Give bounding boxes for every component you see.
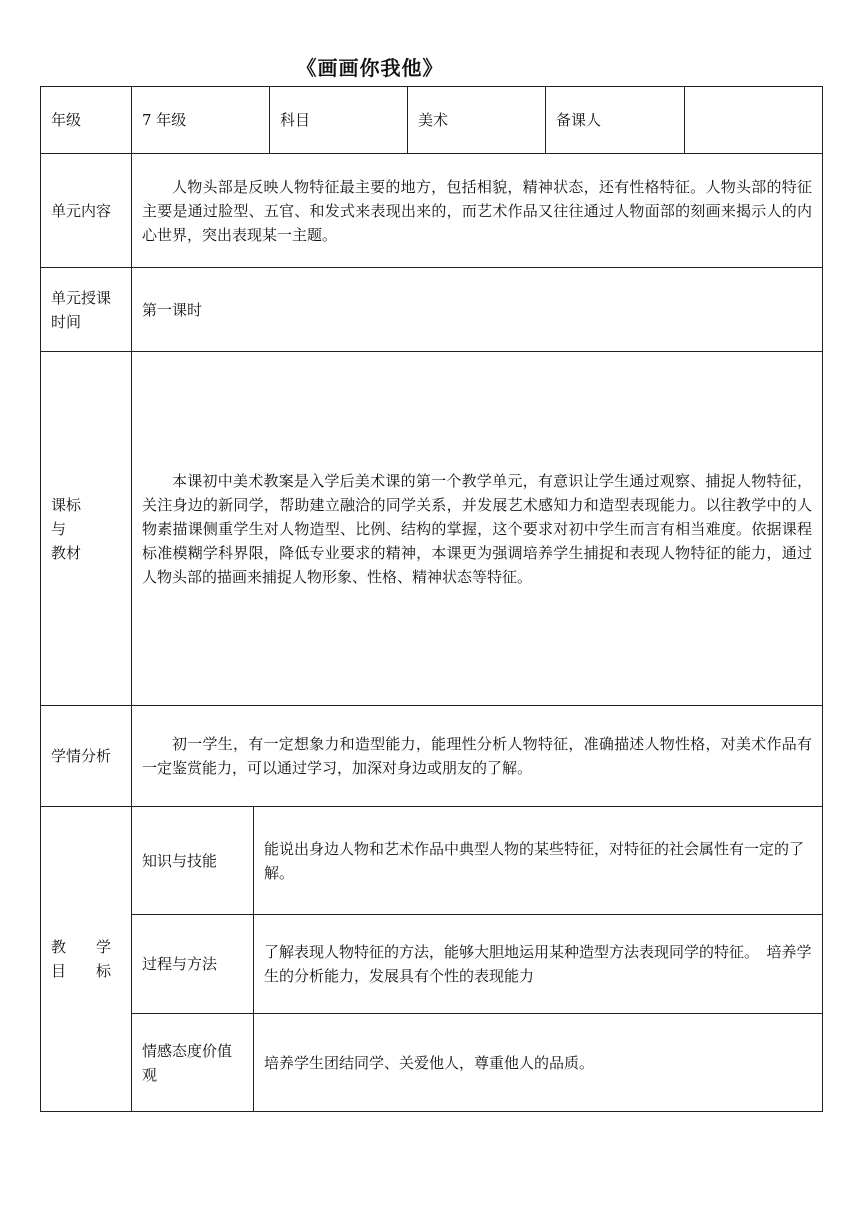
unit-time-label-line1: 单元授课 [51,288,112,307]
goal-text: 培养学生团结同学、关爱他人，尊重他人的品质。 [254,1014,823,1112]
goal-row [41,807,823,915]
goal-label: 过程与方法 [132,915,254,1014]
analysis-text: 初一学生，有一定想象力和造型能力，能理性分析人物特征，准确描述人物性格，对美术作品有一定鉴赏能力，可以通过学习，加深对身边或朋友的了解。 [132,706,823,807]
standards-label-line3: 教材 [51,543,82,562]
document-title: 《画画你我他》 [296,56,444,80]
goal-row [41,1014,823,1112]
grade-value: 7 年级 [132,87,270,154]
goals-label-line1: 教 学 [51,938,112,956]
goal-text: 了解表现人物特征的方法，能够大胆地运用某种造型方法表现同学的特征。 培养学生的分析能力，发展具有个性的表现能力 [254,915,823,1014]
goal-label: 情感态度价值观 [132,1014,254,1112]
teacher-label: 备课人 [546,87,685,154]
unit-time-label-line2: 时间 [51,312,82,331]
standards-text: 本课初中美术教案是入学后美术课的第一个教学单元，有意识让学生通过观察、捕捉人物特征，关注身边的新同学，帮助建立融洽的同学关系，并发展艺术感知力和造型表现能力。以往教学中的人物素描课侧重学生对人物造型、比例、结构的掌握，这个要求对初中学生而言有相当难度。依据课程标准模糊学科界限，降低专业要求的精神，本课更为强调培养学生捕捉和表现人物特征的能力，通过人物头部的描画来捕捉人物形象、性格、精神状态等特征。 [132,352,823,706]
grade-label: 年级 [41,87,132,154]
goals-label [41,807,132,1112]
standards-row [41,352,823,706]
unit-content-row [41,154,823,268]
goal-row [41,915,823,1014]
standards-label-line2: 与 [51,519,67,538]
standards-label-line1: 课标 [51,495,82,514]
standards-label [41,352,132,706]
subject-value: 美术 [408,87,546,154]
analysis-label: 学情分析 [41,706,132,807]
unit-time-text: 第一课时 [132,268,823,352]
teacher-value [685,87,823,154]
header-row [41,87,823,154]
subject-label: 科目 [270,87,408,154]
unit-content-text: 人物头部是反映人物特征最主要的地方，包括相貌，精神状态，还有性格特征。人物头部的特征主要是通过脸型、五官、和发式来表现出来的，而艺术作品又往往通过人物面部的刻画来揭示人的内心世界，突出表现某一主题。 [132,154,823,268]
goal-label: 知识与技能 [132,807,254,915]
goals-label-line2: 目 标 [51,962,112,980]
unit-time-label [41,268,132,352]
goal-text: 能说出身边人物和艺术作品中典型人物的某些特征，对特征的社会属性有一定的了解。 [254,807,823,915]
analysis-row [41,706,823,807]
unit-content-label: 单元内容 [41,154,132,268]
lesson-plan-table [40,86,823,1112]
unit-time-row [41,268,823,352]
